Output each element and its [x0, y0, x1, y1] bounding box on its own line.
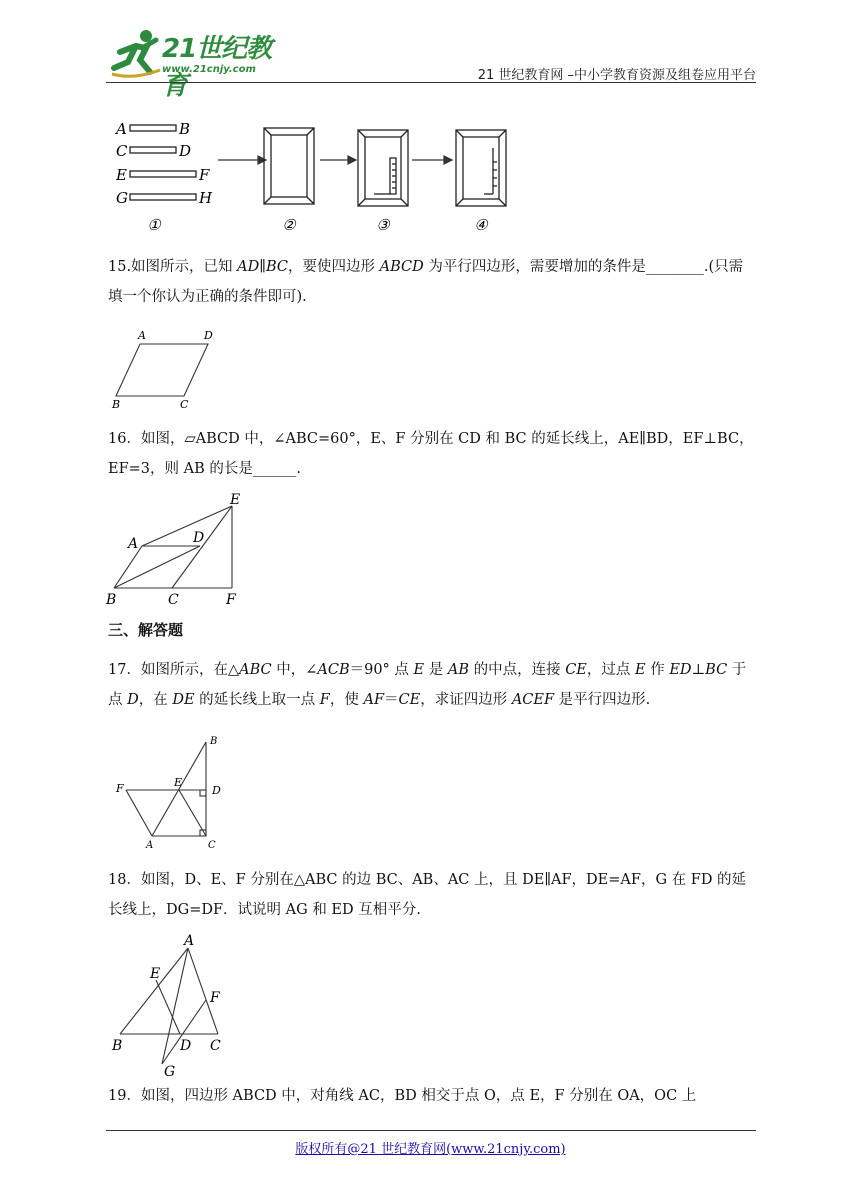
footer-divider [106, 1130, 756, 1131]
question-15: 15.如图所示，已知 AD∥BC，要使四边形 ABCD 为平行四边形，需要增加的条件是________.(只需填一个你认为正确的条件即可). [108, 259, 744, 305]
question-16: 16．如图，▱ABCD 中，∠ABC=60°，E、F 分别在 CD 和 BC 的延长线上，AE∥BD，EF⊥BC，EF=3，则 AB 的长是______. [108, 431, 754, 477]
svg-text:B: B [210, 736, 218, 747]
svg-text:E: E [230, 492, 241, 508]
question-17: 17．如图所示，在△ABC 中，∠ACB＝90° 点 E 是 AB 的中点，连接 CE，过点 E 作 ED⊥BC 于点 D，在 DE 的延长线上取一点 F，使 AF＝CE，求证四边形 ACEF 是平行四边形. [108, 662, 747, 708]
svg-text:F: F [226, 592, 236, 608]
fig14-label-b: B [179, 120, 191, 138]
fig14-caption-2: ② [282, 216, 296, 234]
svg-text:F: F [116, 782, 124, 795]
copyright-footer [0, 1138, 861, 1157]
svg-text:C: C [210, 1038, 221, 1054]
svg-text:B: B [112, 398, 121, 411]
svg-text:A: A [146, 840, 154, 850]
copyright-link[interactable]: 版权所有@21 世纪教育网(www.21cnjy.com) [295, 1142, 566, 1157]
svg-text:E: E [174, 776, 183, 789]
question-18: 18．如图，D、E、F 分别在△ABC 的边 BC、AB、AC 上，且 DE∥AF，DE=AF，G 在 FD 的延长线上，DG=DF．试说明 AG 和 ED 互相平分. [108, 872, 747, 918]
section-heading: 三、解答题 [108, 621, 184, 639]
figure-q18 [108, 930, 238, 1080]
fig14-label-f: F [199, 166, 210, 184]
svg-text:A: A [138, 329, 146, 342]
fig14-label-e: E [116, 166, 127, 184]
fig14-label-a: A [116, 120, 127, 138]
page-header [106, 26, 756, 101]
svg-text:D: D [193, 530, 205, 546]
figure-q17 [112, 732, 232, 850]
svg-text:B: B [106, 592, 117, 608]
header-divider [106, 82, 756, 83]
fig14-caption-4: ④ [474, 216, 488, 234]
logo-url: www.21cnjy.com [162, 64, 256, 75]
figure-q15-parallelogram [108, 328, 228, 412]
runner-logo-icon [106, 26, 162, 80]
fig14-label-g: G [116, 189, 128, 207]
logo-text: 21世纪教育 [162, 34, 272, 101]
svg-text:C: C [168, 592, 179, 608]
svg-text:A: A [128, 536, 139, 552]
site-logo [106, 26, 286, 101]
fig14-caption-1: ① [147, 216, 161, 234]
svg-text:B: B [112, 1038, 123, 1054]
fig14-label-h: H [199, 189, 213, 207]
fig14-label-c: C [116, 142, 128, 160]
question-19: 19．如图，四边形 ABCD 中，对角线 AC，BD 相交于点 O，点 E，F 分别在 OA，OC 上 [108, 1088, 697, 1104]
svg-text:C: C [208, 840, 216, 850]
svg-text:D: D [204, 329, 213, 342]
svg-text:G: G [164, 1064, 176, 1080]
fig14-label-d: D [179, 142, 192, 160]
figure-q16 [104, 492, 254, 608]
svg-text:A: A [184, 933, 195, 949]
svg-text:C: C [180, 398, 189, 411]
figure-q14 [112, 118, 532, 236]
svg-text:E: E [150, 966, 161, 982]
svg-text:D: D [180, 1038, 192, 1054]
svg-text:F: F [210, 990, 220, 1006]
fig14-caption-3: ③ [376, 216, 390, 234]
svg-text:D: D [212, 784, 221, 797]
site-tagline: 21 世纪教育网 –中小学教育资源及组卷应用平台 [477, 68, 756, 83]
